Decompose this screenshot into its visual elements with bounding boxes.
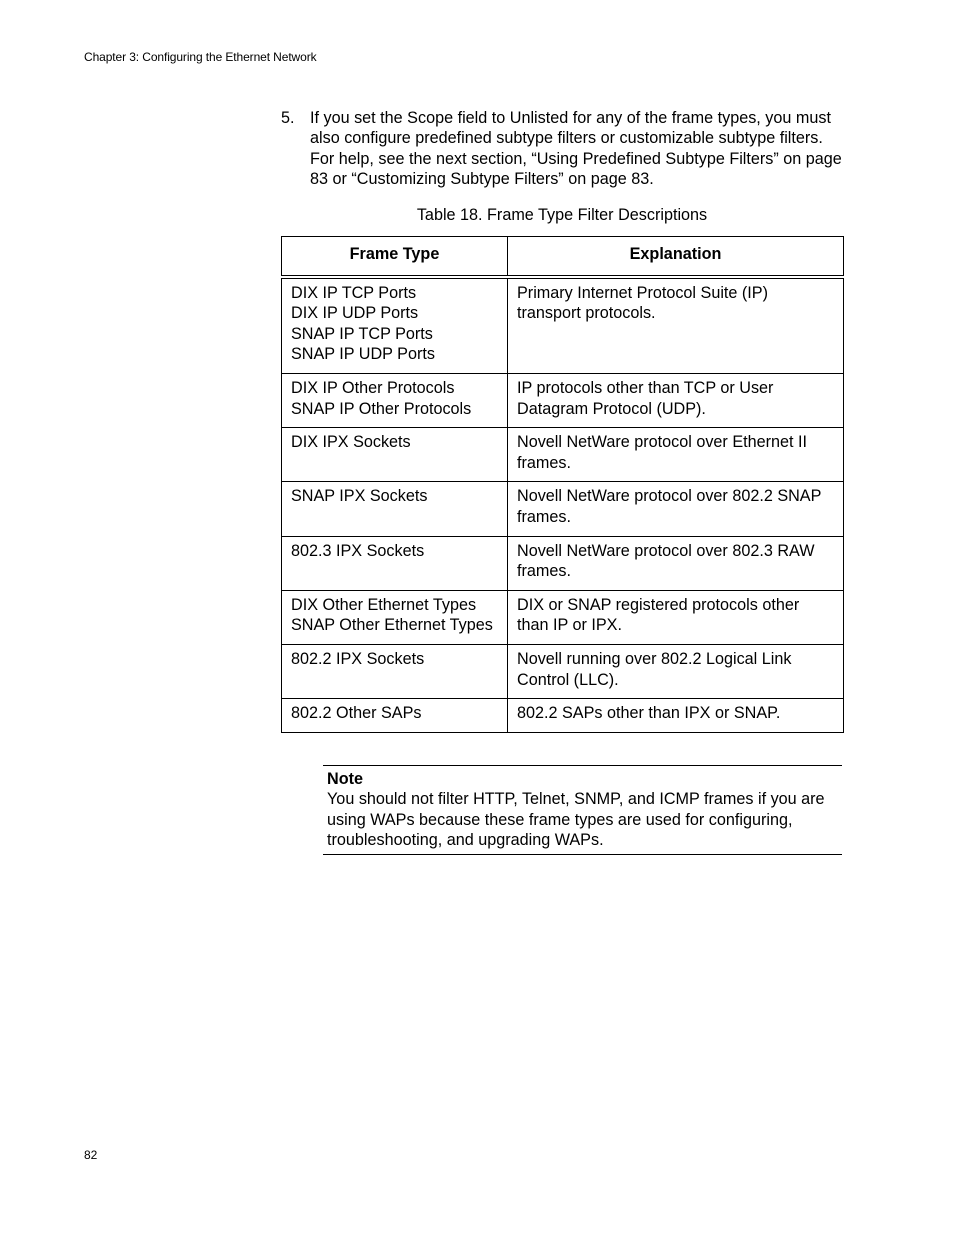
column-header-frame-type: Frame Type xyxy=(282,237,508,277)
cell-explanation: 802.2 SAPs other than IPX or SNAP. xyxy=(508,699,844,733)
frame-type-line: 802.2 IPX Sockets xyxy=(291,649,425,668)
frame-type-line: SNAP Other Ethernet Types xyxy=(291,616,493,635)
table-row xyxy=(282,482,844,536)
table-body xyxy=(282,277,844,733)
column-header-explanation: Explanation xyxy=(508,237,844,277)
cell-explanation: Novell NetWare protocol over Ethernet II frames. xyxy=(508,428,844,482)
note-box xyxy=(323,765,842,855)
frame-type-line: 802.3 IPX Sockets xyxy=(291,541,425,560)
table-row xyxy=(282,590,844,644)
frame-type-line: SNAP IPX Sockets xyxy=(291,487,428,506)
cell-explanation: Novell NetWare protocol over 802.3 RAW frames. xyxy=(508,536,844,590)
step-5 xyxy=(281,108,843,190)
running-header: Chapter 3: Configuring the Ethernet Network xyxy=(84,50,317,64)
cell-explanation: Primary Internet Protocol Suite (IP) transport protocols. xyxy=(508,277,844,374)
frame-type-table xyxy=(281,236,844,733)
frame-type-line: 802.2 Other SAPs xyxy=(291,704,422,723)
page-number: 82 xyxy=(84,1148,98,1162)
frame-type-line: SNAP IP UDP Ports xyxy=(291,345,435,364)
step-text: If you set the Scope field to Unlisted for any of the frame types, you must also configure predefined subtype filters or customizable subtype filters. For help, see the next section, “Using Predefined Subtype Filters” on page 83 or “Customizing Subtype Filters” on page 83. xyxy=(310,109,842,189)
table-row xyxy=(282,699,844,733)
table-header-row xyxy=(282,237,844,277)
table-row xyxy=(282,428,844,482)
cell-explanation: DIX or SNAP registered protocols other than IP or IPX. xyxy=(508,590,844,644)
table-row xyxy=(282,277,844,374)
cell-explanation: IP protocols other than TCP or User Datagram Protocol (UDP). xyxy=(508,373,844,427)
step-number: 5. xyxy=(281,109,295,127)
frame-type-line: DIX IP Other Protocols xyxy=(291,378,455,397)
frame-type-line: DIX IP UDP Ports xyxy=(291,304,419,323)
frame-type-line: SNAP IP Other Protocols xyxy=(291,399,472,418)
cell-frame-type xyxy=(282,428,508,482)
note-text: You should not filter HTTP, Telnet, SNMP, and ICMP frames if you are using WAPs because these frame types are used for configuring, troubleshooting, and upgrading WAPs. xyxy=(327,790,825,850)
cell-frame-type xyxy=(282,590,508,644)
table-row xyxy=(282,644,844,698)
frame-type-line: DIX IPX Sockets xyxy=(291,433,411,452)
cell-frame-type xyxy=(282,277,508,374)
table-caption: Table 18. Frame Type Filter Descriptions xyxy=(416,206,708,224)
table-row xyxy=(282,536,844,590)
cell-frame-type xyxy=(282,373,508,427)
cell-frame-type xyxy=(282,536,508,590)
cell-frame-type xyxy=(282,644,508,698)
cell-frame-type xyxy=(282,699,508,733)
frame-type-line: SNAP IP TCP Ports xyxy=(291,324,433,343)
cell-frame-type xyxy=(282,482,508,536)
table-row xyxy=(282,373,844,427)
note-title: Note xyxy=(327,770,363,788)
frame-type-line: DIX Other Ethernet Types xyxy=(291,595,477,614)
cell-explanation: Novell NetWare protocol over 802.2 SNAP frames. xyxy=(508,482,844,536)
cell-explanation: Novell running over 802.2 Logical Link Control (LLC). xyxy=(508,644,844,698)
frame-type-line: DIX IP TCP Ports xyxy=(291,283,417,302)
